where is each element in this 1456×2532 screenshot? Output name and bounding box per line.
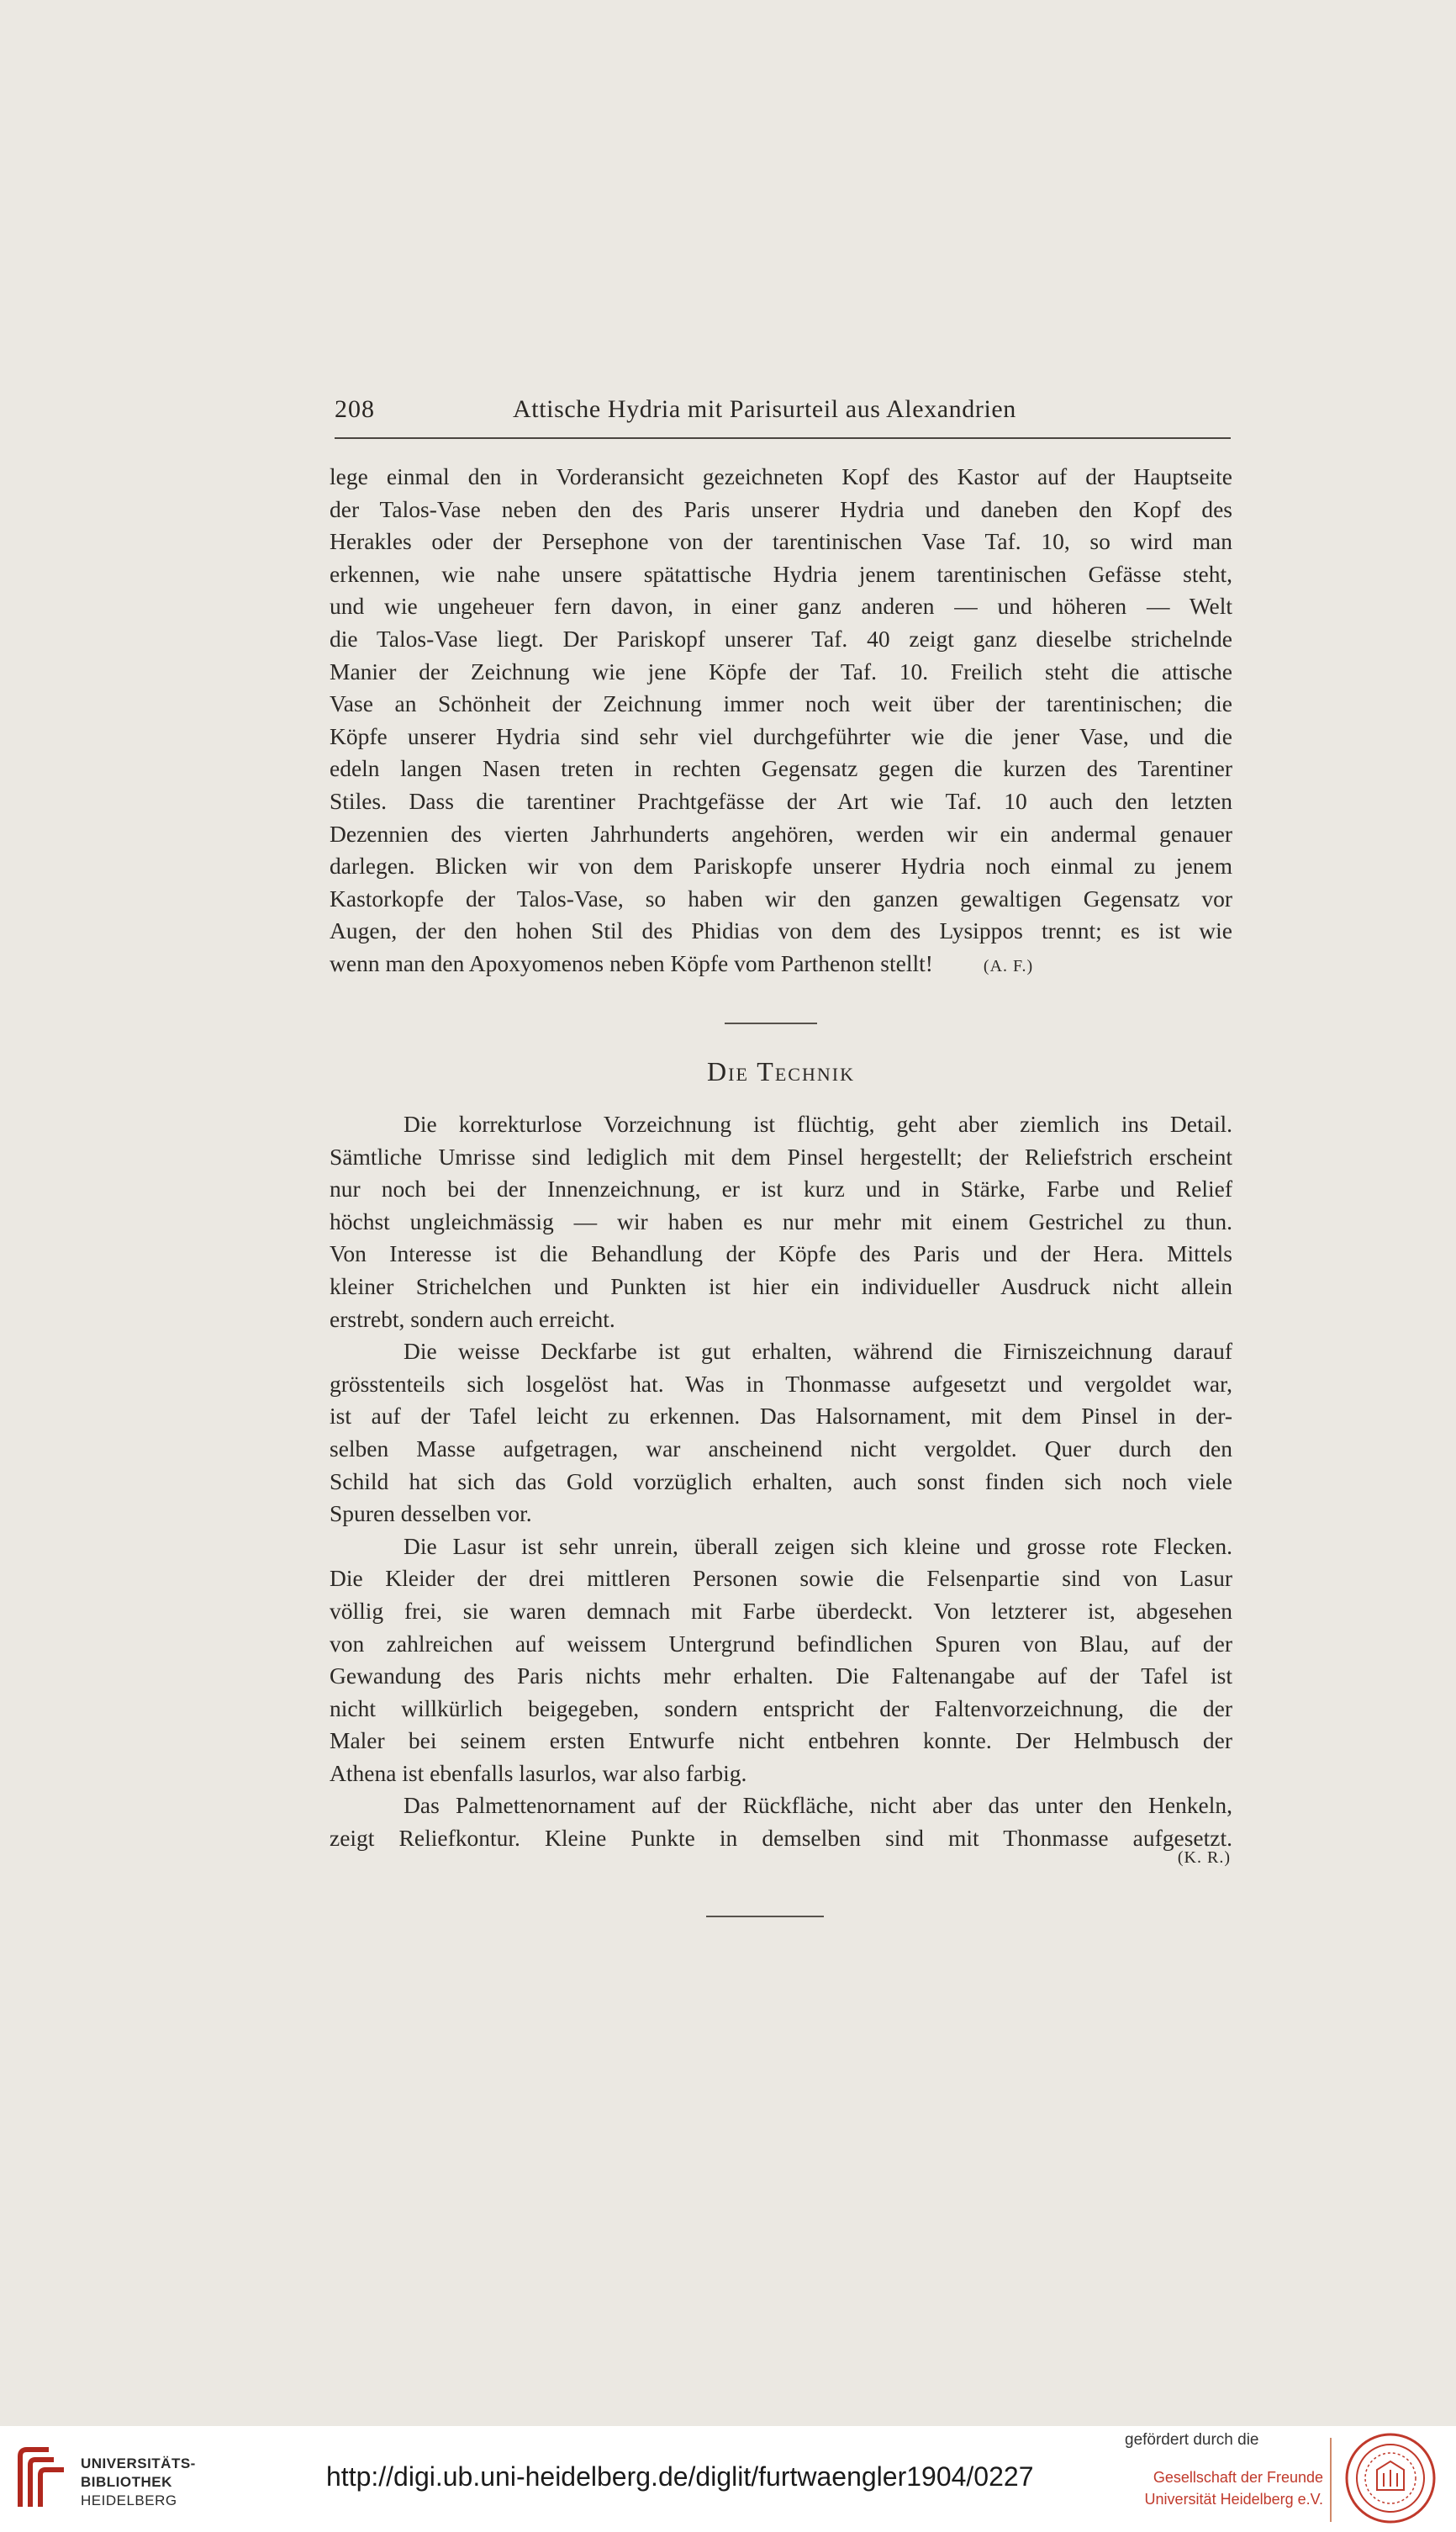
text-line: nicht willkürlich beigegeben, sondern entspricht der Faltenvorzeichnung, die der: [330, 1694, 1232, 1721]
text-line: Die Kleider der drei mittleren Personen sowie die Felsenpartie sind von Lasur: [330, 1565, 1232, 1592]
text-line: grösstenteils sich losgelöst hat. Was in Thonmasse aufgesetzt und vergoldet war,: [330, 1370, 1232, 1397]
signature-af: (A. F.): [983, 956, 1034, 975]
library-name-line1: UNIVERSITÄTS-: [81, 2455, 196, 2471]
text-line: von zahlreichen auf weissem Untergrund befindlichen Spuren von Blau, auf der: [330, 1630, 1232, 1657]
text-line: selben Masse aufgetragen, war anscheinend nicht vergoldet. Quer durch den: [330, 1435, 1232, 1462]
signature-kr: (K. R.): [1177, 1848, 1231, 1867]
text-line: Sämtliche Umrisse sind lediglich mit dem Pinsel hergestellt; der Reliefstrich erscheint: [330, 1143, 1232, 1170]
text-line: Vase an Schönheit der Zeichnung immer noch weit über der tarentinischen; die: [330, 690, 1232, 717]
text-line: lege einmal den in Vorderansicht gezeichneten Kopf des Kastor auf der Hauptseite: [330, 463, 1232, 489]
section-title: Die Technik: [707, 1056, 855, 1086]
text-line: Von Interesse ist die Behandlung der Köpfe des Paris und der Hera. Mittels: [330, 1240, 1232, 1267]
text-line: Augen, der den hohen Stil des Phidias von dem des Lysippos trennt; es ist wie: [330, 917, 1232, 944]
ub-logo-icon[interactable]: [15, 2445, 69, 2512]
section-divider: [725, 1023, 817, 1024]
library-name-line2: BIBLIOTHEK: [81, 2474, 172, 2490]
text-line: Dezennien des vierten Jahrhunderts angehören, werden wir ein andermal genauer: [330, 820, 1232, 847]
text-line: Manier der Zeichnung wie jene Köpfe der Taf. 10. Freilich steht die attische: [330, 658, 1232, 685]
text-line: völlig frei, sie waren demnach mit Farbe überdeckt. Von letzterer ist, abgesehen: [330, 1597, 1232, 1624]
footer-bar: [0, 2426, 1456, 2532]
text-line: Athena ist ebenfalls lasurlos, war also farbig.: [330, 1759, 747, 1786]
text-line: darlegen. Blicken wir von dem Pariskopfe unserer Hydria noch einmal zu jenem: [330, 853, 1232, 880]
library-name: [81, 2455, 196, 2510]
sponsor-name-line1: Gesellschaft der Freunde: [1153, 2469, 1323, 2486]
section1-text: [330, 461, 1232, 981]
header-rule: [335, 437, 1231, 439]
text-line: Das Palmettenornament auf der Rückfläche, nicht aber das unter den Henkeln,: [404, 1792, 1232, 1819]
university-seal-icon: [1343, 2431, 1438, 2525]
text-line: erstrebt, sondern auch erreicht.: [330, 1305, 615, 1332]
text-line: Spuren desselben vor.: [330, 1500, 532, 1527]
text-line: [330, 948, 1232, 981]
text-line-content: wenn man den Apoxyomenos neben Köpfe vom Parthenon stellt!: [330, 949, 933, 976]
text-line: zeigt Reliefkontur. Kleine Punkte in demselben sind mit Thonmasse aufgesetzt.: [330, 1825, 1232, 1852]
text-line: Die Lasur ist sehr unrein, überall zeigen sich kleine und grosse rote Flecken.: [404, 1532, 1232, 1559]
text-line: ist auf der Tafel leicht zu erkennen. Das Halsornament, mit dem Pinsel in der-: [330, 1403, 1232, 1430]
text-line: Die weisse Deckfarbe ist gut erhalten, während die Firniszeichnung darauf: [404, 1338, 1232, 1365]
sponsor-divider: [1330, 2438, 1332, 2522]
text-line: Maler bei seinem ersten Entwurfe nicht entbehren konnte. Der Helmbusch der: [330, 1727, 1232, 1754]
text-line: der Talos-Vase neben den des Paris unserer Hydria und daneben den Kopf des: [330, 495, 1232, 522]
text-line: Die korrekturlose Vorzeichnung ist flüchtig, geht aber ziemlich ins Detail.: [404, 1111, 1232, 1137]
text-line: höchst ungleichmässig — wir haben es nur mehr mit einem Gestrichel zu thun.: [330, 1208, 1232, 1234]
permalink-url[interactable]: http://digi.ub.uni-heidelberg.de/diglit/furtwaengler1904/0227: [326, 2461, 1034, 2492]
page-number: 208: [335, 395, 375, 423]
text-line: Gewandung des Paris nichts mehr erhalten. Die Faltenangabe auf der Tafel ist: [330, 1662, 1232, 1689]
section2-text: [330, 1108, 1232, 1855]
sponsor-name-line2: Universität Heidelberg e.V.: [1144, 2491, 1323, 2508]
text-line: und wie ungeheuer fern davon, in einer ganz anderen — und höheren — Welt: [330, 593, 1232, 620]
text-line: Schild hat sich das Gold vorzüglich erhalten, auch sonst finden sich noch viele: [330, 1467, 1232, 1494]
end-divider: [706, 1916, 824, 1917]
text-line: Herakles oder der Persephone von der tarentinischen Vase Taf. 10, so wird man: [330, 528, 1232, 555]
sponsor-name[interactable]: [1135, 2466, 1323, 2510]
text-line: edeln langen Nasen treten in rechten Gegensatz gegen die kurzen des Tarentiner: [330, 755, 1232, 782]
sponsor-label: gefördert durch die: [1125, 2431, 1259, 2449]
running-title: Attische Hydria mit Parisurteil aus Alexandrien: [513, 395, 1016, 423]
text-line: Stiles. Dass die tarentiner Prachtgefässe der Art wie Taf. 10 auch den letzten: [330, 787, 1232, 814]
text-line: die Talos-Vase liegt. Der Pariskopf unserer Taf. 40 zeigt ganz dieselbe strichelnde: [330, 625, 1232, 652]
text-line: erkennen, wie nahe unsere spätattische Hydria jenem tarentinischen Gefässe steht,: [330, 560, 1232, 587]
text-line: nur noch bei der Innenzeichnung, er ist kurz und in Stärke, Farbe und Relief: [330, 1176, 1232, 1203]
text-line: kleiner Strichelchen und Punkten ist hier ein individueller Ausdruck nicht allein: [330, 1272, 1232, 1299]
text-line: Köpfe unserer Hydria sind sehr viel durchgeführter wie die jener Vase, und die: [330, 722, 1232, 749]
text-line: Kastorkopfe der Talos-Vase, so haben wir den ganzen gewaltigen Gegensatz vor: [330, 885, 1232, 912]
library-name-line3: HEIDELBERG: [81, 2492, 177, 2508]
